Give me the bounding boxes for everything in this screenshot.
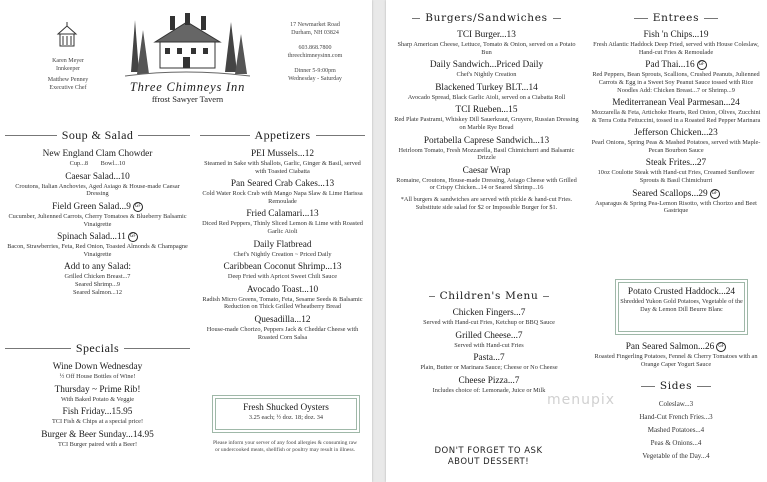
inn-building-icon (42, 22, 92, 53)
menu-item: PEI Mussels...12 Steamed in Sake with Shallots, Garlic, Ginger & Basil, served with Toasted Ciabatta (204, 149, 361, 175)
gluten-free-icon: GF (710, 189, 720, 199)
appetizers-heading: Appetizers (200, 128, 365, 143)
burgers-heading: Burgers/Sandwiches (394, 12, 579, 24)
inn-name: Three Chimneys Inn (129, 80, 246, 94)
menu-item: Wine Down Wednesday ½ Off House Bottles of Wine! (52, 362, 143, 380)
innkeeper-title: Innkeeper (56, 65, 80, 72)
menu-item: Daily Flatbread Chef's Nightly Creation ~ Priced Daily (233, 239, 332, 258)
menu-item: Field Green Salad...9 GF Cucumber, Julienned Carrots, Cherry Tomatoes & Blueberry Balsamic Vinaigrette (8, 201, 187, 228)
menu-item: Seared Scallops...29 GF Asparagus & Spring Pea-Lemon Risotto, with Chorizo and Beet Gastrique (595, 188, 757, 215)
menu-item: Caesar Salad...10 Croutons, Italian Anchovies, Aged Asiago & House-made Caesar Dressing (15, 171, 180, 198)
innkeeper-name: Karen Meyer (52, 58, 84, 64)
side-item: Coleslaw...3 (658, 400, 694, 408)
menu-item: Chicken Fingers...7 Served with Hand-cut Fries, Ketchup or BBQ Sauce (423, 308, 555, 326)
childrens-heading: Children's Menu (414, 290, 564, 302)
gluten-free-icon: GF (128, 232, 138, 242)
menu-item: New England Clam Chowder Cup...8 Bowl...10 (42, 149, 153, 167)
menu-item: Caribbean Coconut Shrimp...13 Deep Fried with Apricot Sweet Chili Sauce (223, 262, 342, 281)
oysters-box: Fresh Shucked Oysters 3.25 each; ½ doz. 18; doz. 34 (215, 398, 357, 430)
inn-illustration (125, 10, 250, 80)
menu-item: Fried Calamari...13 Diced Red Peppers, Thinly Sliced Lemon & Lime with Roasted Garlic Aioli (202, 209, 363, 235)
menu-item: Blackened Turkey BLT...14 Avocado Spread, Black Garlic Aioli, served on a Ciabatta Roll (407, 82, 566, 101)
salmon-item: Pan Seared Salmon...26 GF Roasted Fingerling Potatoes, Fennel & Cherry Tomatoes with an Orange Caper Yogurt Sauce (594, 342, 758, 368)
address-line-1: 17 Newmarket Road (290, 22, 340, 28)
watermark: menupix (546, 392, 616, 408)
soup-salad-section (5, 128, 190, 300)
chef-name: Matthew Penney (47, 77, 89, 83)
menu-item: Pan Seared Crab Cakes...13 Cold Water Rock Crab with Mango Napa Slaw & Lime Harissa Remoulade (202, 179, 363, 205)
menu-item: Daily Sandwich...Priced Daily Chef's Nightly Creation (429, 60, 544, 79)
gluten-free-icon: GF (133, 202, 143, 212)
menu-item: Mediterranean Veal Parmesan...24 Mozzarella & Feta, Artichoke Hearts, Red Onion, Olives, Zucchini & Terra Cotta Fettuccini, tossed in a Roasted Red Pepper Marinara (591, 98, 761, 124)
menu-item: Pad Thai...16 GF Red Peppers, Bean Sprouts, Scallions, Crushed Peanuts, Julienned Carrots & Egg in a Sweet Soy Peanut Sauce tossed with Rice Noodles Add: Chicken Breast...7 or Shrimp...9 (592, 60, 760, 94)
address-line-2: Durham, NH 03824 (291, 29, 339, 36)
staff-list (38, 58, 98, 92)
side-item: Vegetable of the Day...4 (642, 452, 710, 460)
menu-item: Pasta...7 Plain, Butter or Marinara Sauce; Cheese or No Cheese (420, 353, 558, 372)
menu-item: Portabella Caprese Sandwich...13 Heirloom Tomato, Fresh Mozzarella, Basil Chimichurri and Balsamic Drizzle (398, 135, 575, 162)
menu-item: TCI Burger...13 Sharp American Cheese, Lettuce, Tomato & Onion, served on a Potato Bun (397, 30, 576, 56)
menu-item: Thursday ~ Prime Rib! With Baked Potato & Veggie (54, 384, 141, 403)
menu-item: Grilled Cheese...7 Served with Hand-cut Fries (454, 330, 524, 349)
website: threechimneysinn.com (287, 52, 343, 59)
menu-page-left (0, 0, 372, 482)
menu-item: Spinach Salad...11 GF Bacon, Strawberries, Feta, Red Onion, Toasted Almonds & Champagne Vinaigrette (7, 232, 188, 258)
menu-item: Fish Friday...15.95 TCI Fish & Chips at a special price! (51, 407, 144, 426)
side-item: Mashed Potatoes...4 (647, 426, 705, 434)
gluten-free-icon: GF (716, 342, 726, 352)
specials-heading: Specials (5, 341, 190, 356)
menu-item: Quesadilla...12 House-made Chorizo, Peppers Jack & Cheddar Cheese with Roasted Corn Salsa (206, 314, 359, 341)
chef-title: Executive Chef (49, 84, 87, 91)
menu-item: Steak Frites...27 10oz Coulotte Steak with Hand-cut Fries, Creamed Sunflower Sprouts & Basil Chimichurri (597, 158, 755, 185)
menu-item: Cheese Pizza...7 Includes choice of: Lemonade, Juice or Milk (432, 375, 546, 394)
menu-page-right (386, 0, 767, 482)
side-item: Peas & Onions...4 (650, 439, 702, 447)
menu-item: Jefferson Chicken...23 Pearl Onions, Spring Peas & Mashed Potatoes, served with Maple-Pecan Bourbon Sauce (591, 128, 761, 154)
soup-salad-heading: Soup & Salad (5, 128, 190, 143)
menu-item: Caesar Wrap Romaine, Croutons, House-made Dressing, Asiago Cheese with Grilled or Crispy Chicken...14 or Seared Shrimp...16 (396, 165, 577, 192)
burgers-section (394, 12, 579, 211)
entrees-heading: Entrees (591, 12, 761, 24)
menu-item: Fish 'n Chips...19 Fresh Atlantic Haddock Deep Fried, served with House Coleslaw, Hand-cut Fries & Remoulade (593, 30, 759, 56)
appetizers-section (200, 128, 365, 345)
dessert-note: DON'T FORGET TO ASK ABOUT DESSERT! (434, 446, 543, 467)
menu-item: Avocado Toast...10 Radish Micro Greens, Tomato, Feta, Sesame Seeds & Balsamic Reduction on Thick Grilled Wheatberry Bread (202, 284, 363, 311)
side-item: Hand-Cut French Fries...3 (639, 413, 713, 421)
phone: 603.868.7800 (298, 45, 332, 51)
specials-section (5, 341, 190, 452)
menu-item: Burger & Beer Sunday...14.95 TCI Burger paired with a Beer! (41, 429, 154, 448)
tavern-name: ffrost Sawyer Tavern (151, 94, 224, 104)
burgers-note: *All burgers & sandwiches are served with pickle & hand-cut Fries. Substitute side salad for $2 or Impossible Burger for $1. (400, 195, 573, 211)
sides-heading: Sides (611, 380, 741, 392)
allergy-footnote: Please inform your server of any food allergies & consuming raw or undercooked meats, shellfish or poultry may result in illness. (212, 440, 358, 453)
haddock-box: Potato Crusted Haddock...24 Shredded Yukon Gold Potatoes, Vegetable of the Day & Lemon Dill Beurre Blanc (618, 282, 745, 332)
gluten-free-icon: GF (697, 60, 707, 70)
salad-add-ons: Add to any Salad: Grilled Chicken Breast...7 Seared Shrimp...9 Seared Salmon...12 (64, 262, 131, 296)
inn-logo-text (110, 81, 265, 105)
menu-item: TCI Rueben...15 Red Plate Pastrami, Whiskey Dill Sauerkraut, Gruyere, Russian Dressing on Marble Rye Bread (394, 105, 579, 131)
hours-line-2: Wednesday - Saturday (288, 75, 342, 82)
childrens-section (414, 290, 564, 398)
entrees-section (591, 12, 761, 219)
contact-block (270, 22, 360, 83)
hours-line-1: Dinner 5-9:00pm (294, 68, 336, 74)
